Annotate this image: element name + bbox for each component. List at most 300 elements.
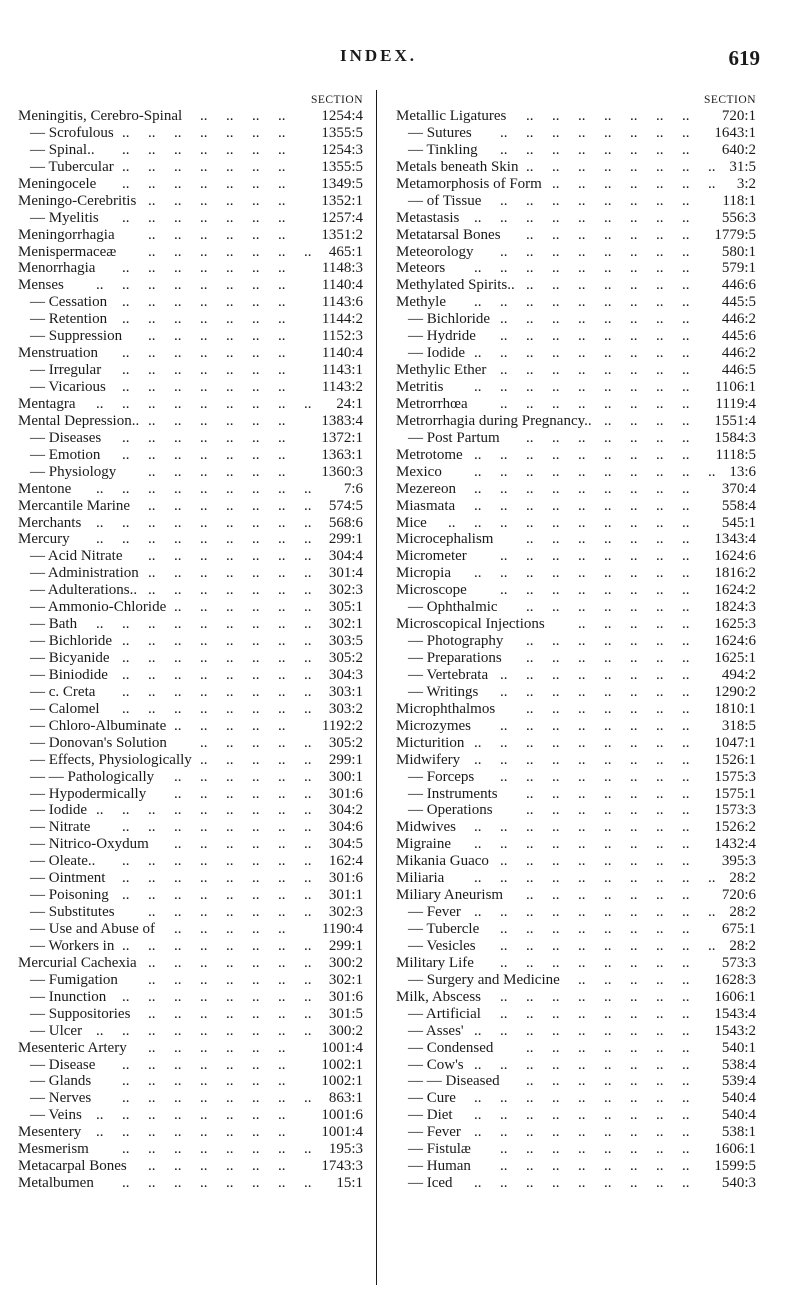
section-reference: 539:4 <box>721 1073 756 1090</box>
section-reference: 1118:5 <box>715 446 756 463</box>
page-title: INDEX. <box>340 46 418 65</box>
index-entry <box>396 667 756 684</box>
index-entry <box>18 125 363 142</box>
index-entry <box>396 633 756 650</box>
dot-leader: .. .. .. .. .. .. .. .. <box>500 666 690 683</box>
index-entry <box>18 159 363 176</box>
index-term: Miliaria <box>396 870 445 887</box>
dot-leader: .. .. .. .. .. .. .. .. .. <box>474 1175 690 1192</box>
dot-leader: .. .. .. .. .. .. .. .. <box>500 362 690 379</box>
section-reference: 1372:1 <box>321 429 363 446</box>
section-reference: 303:5 <box>328 633 363 650</box>
index-term: — Effects, Physiologically <box>30 751 192 768</box>
index-entry <box>396 260 756 277</box>
dot-leader: .. .. .. .. .. .. <box>174 599 312 616</box>
index-term: Micropia <box>396 565 451 582</box>
index-entry <box>18 1073 363 1090</box>
index-term: — Vertebrata <box>408 666 489 683</box>
section-reference: 580:1 <box>721 243 756 260</box>
index-term: Mesmerism <box>18 1141 89 1158</box>
dot-leader: .. .. .. .. .. .. .. <box>526 802 690 819</box>
section-reference: 1625:3 <box>714 616 756 633</box>
section-reference: 1543:2 <box>714 1022 756 1039</box>
section-reference: 1606:1 <box>714 1141 756 1158</box>
section-reference: 300:2 <box>328 954 363 971</box>
index-term: — Myelitis <box>30 209 99 226</box>
dot-leader: .. .. .. .. .. .. .. .. .. <box>500 937 716 954</box>
index-entry <box>18 413 363 430</box>
dot-leader: .. .. .. .. .. .. .. .. <box>122 988 312 1005</box>
index-term: Metamorphosis of Form <box>396 175 542 192</box>
section-reference: 300:2 <box>328 1022 363 1039</box>
dot-leader: .. .. .. .. .. <box>200 734 312 751</box>
index-term: — Tubercular <box>30 158 114 175</box>
section-reference: 1606:1 <box>714 988 756 1005</box>
dot-leader: .. .. .. .. .. .. <box>174 768 312 785</box>
index-term: Metalbumen <box>18 1175 94 1192</box>
index-entry <box>18 1107 363 1124</box>
index-term: — Bath <box>30 616 78 633</box>
index-term: — Iced <box>408 1175 453 1192</box>
index-term: — Donovan's Solution <box>30 734 167 751</box>
index-entry <box>396 802 756 819</box>
index-term: — Bichloride <box>30 633 113 650</box>
index-term: Meningo-Cerebritis <box>18 192 137 209</box>
index-entry <box>396 1124 756 1141</box>
index-term: Menses <box>18 277 64 294</box>
index-term: Meningorrhagia <box>18 226 115 243</box>
index-entry <box>18 1057 363 1074</box>
section-reference: 1143:2 <box>321 379 363 395</box>
section-reference: 304:2 <box>328 802 363 819</box>
section-reference: 1625:1 <box>714 650 756 666</box>
index-entry <box>396 447 756 464</box>
dot-leader: .. .. .. .. .. .. .. <box>148 582 312 599</box>
index-entry <box>18 684 363 701</box>
index-term: Mexico <box>396 463 442 480</box>
index-term: — Fumigation <box>30 971 118 988</box>
index-term: Meteors <box>396 260 446 277</box>
section-column-header: SECTION <box>703 94 756 106</box>
index-entry <box>18 1175 363 1192</box>
section-reference: 540:1 <box>721 1039 756 1056</box>
section-reference: 299:1 <box>328 531 363 548</box>
dot-leader: .. .. .. .. .. .. .. .. .. <box>474 446 690 463</box>
section-reference: 1643:1 <box>714 124 756 141</box>
dot-leader: .. .. .. .. .. .. .. <box>148 243 312 260</box>
dot-leader: .. .. .. .. .. .. .. .. <box>500 1158 690 1175</box>
index-term: — Use and Abuse of <box>30 921 155 937</box>
dot-leader: .. .. .. .. .. .. .. .. .. <box>474 260 690 277</box>
index-entry <box>396 108 756 125</box>
section-reference: 1106:1 <box>714 379 756 395</box>
dot-leader: .. .. .. .. .. <box>578 616 690 633</box>
section-reference: 1002:1 <box>321 1056 363 1073</box>
index-term: Metastasis <box>396 209 460 226</box>
index-entry <box>18 1090 363 1107</box>
index-term: Midwifery <box>396 751 461 768</box>
index-entry <box>18 870 363 887</box>
index-entries <box>396 108 756 1192</box>
index-term: — Oleate.. <box>30 853 96 870</box>
index-entry <box>396 159 756 176</box>
index-entry <box>396 1175 756 1192</box>
section-reference: 302:1 <box>328 971 363 988</box>
section-reference: 1047:1 <box>714 734 756 751</box>
index-term: — — Pathologically <box>30 768 155 785</box>
index-entry <box>396 294 756 311</box>
index-entry <box>18 142 363 159</box>
index-term: Methylic Ether <box>396 362 487 379</box>
dot-leader: .. .. .. .. .. .. .. .. .. <box>474 734 690 751</box>
dot-leader: .. .. .. .. .. <box>578 971 690 988</box>
section-reference: 305:2 <box>328 650 363 666</box>
dot-leader: .. .. .. .. .. .. .. <box>526 633 690 650</box>
index-entry <box>18 921 363 938</box>
index-term: Mice <box>396 514 427 531</box>
section-reference: 300:1 <box>328 768 363 785</box>
index-entry <box>396 379 756 396</box>
index-term: — Tinkling <box>408 141 478 158</box>
index-entry <box>18 515 363 532</box>
dot-leader: .. .. .. .. .. .. .. <box>122 311 286 328</box>
index-entry <box>18 362 363 379</box>
index-entry <box>396 1073 756 1090</box>
index-term: — Suppositories <box>30 1005 131 1022</box>
index-term: Menstruation <box>18 345 98 362</box>
section-reference: 540:4 <box>721 1107 756 1124</box>
section-reference: 302:1 <box>328 616 363 633</box>
dot-leader: .. .. .. .. .. .. .. .. <box>122 1175 312 1192</box>
index-term: — Diet <box>408 1107 453 1124</box>
index-entry <box>18 769 363 786</box>
section-reference: 558:4 <box>721 497 756 514</box>
section-reference: 1824:3 <box>714 599 756 616</box>
section-reference: 1343:4 <box>714 531 756 548</box>
dot-leader: .. .. .. .. .. .. .. .. <box>122 1141 312 1158</box>
section-reference: 1152:3 <box>321 328 363 345</box>
dot-leader: .. .. .. .. .. .. .. .. <box>122 683 312 700</box>
index-term: — Fever <box>408 904 461 921</box>
dot-leader: .. .. .. .. .. .. .. <box>122 209 286 226</box>
index-entry <box>18 836 363 853</box>
index-term: Methylated Spirits.. <box>396 277 515 294</box>
index-entry <box>396 887 756 904</box>
section-reference: 1575:3 <box>714 768 756 785</box>
index-entry <box>18 667 363 684</box>
dot-leader: .. .. .. .. .. .. .. <box>526 887 690 904</box>
index-term: — Retention <box>30 311 108 328</box>
dot-leader: .. .. .. .. .. .. .. .. .. <box>474 345 690 362</box>
index-term: — Spinal.. <box>30 141 95 158</box>
index-entry <box>18 193 363 210</box>
section-reference: 305:1 <box>328 599 363 616</box>
index-entry <box>396 328 756 345</box>
index-entry <box>396 769 756 786</box>
index-term: — Diseases <box>30 429 102 446</box>
index-entry <box>18 379 363 396</box>
dot-leader: .. .. .. .. .. .. .. .. <box>500 921 690 937</box>
index-term: Micrometer <box>396 548 467 565</box>
section-reference: 568:6 <box>328 514 363 531</box>
dot-leader: .. .. .. .. .. .. .. <box>526 277 690 294</box>
index-entry <box>18 718 363 735</box>
section-reference: 1148:3 <box>321 260 363 277</box>
dot-leader: .. .. .. .. .. .. .. .. .. .. <box>474 463 716 480</box>
index-term: Mercantile Marine <box>18 497 131 514</box>
dot-leader: .. .. .. .. .. .. .. .. <box>500 954 690 971</box>
section-reference: 28:2 <box>729 937 756 954</box>
index-term: Metacarpal Bones <box>18 1158 127 1175</box>
index-term: Mental Depression.. <box>18 412 140 429</box>
dot-leader: .. .. .. .. .. .. .. <box>148 954 312 971</box>
index-term: Mercurial Cachexia <box>18 954 137 971</box>
index-entry <box>396 1090 756 1107</box>
index-term: — of Tissue <box>408 192 482 209</box>
section-reference: 445:5 <box>721 294 756 311</box>
index-entry <box>396 972 756 989</box>
dot-leader: .. .. .. .. .. .. .. <box>122 1056 286 1073</box>
section-reference: 574:5 <box>328 497 363 514</box>
index-entry <box>396 921 756 938</box>
index-term: — Cow's <box>408 1056 464 1073</box>
index-term: — Inunction <box>30 988 107 1005</box>
dot-leader: .. .. .. .. .. .. .. .. <box>122 700 312 717</box>
dot-leader: .. .. .. .. .. .. .. .. .. <box>474 565 690 582</box>
section-reference: 299:1 <box>328 937 363 954</box>
dot-leader: .. .. .. .. .. .. .. <box>526 785 690 802</box>
section-reference: 118:1 <box>722 192 756 209</box>
dot-leader: .. .. .. .. .. .. .. <box>526 599 690 616</box>
index-entry <box>18 853 363 870</box>
index-term: Metrorrhœa <box>396 395 468 412</box>
index-term: — Calomel <box>30 700 100 717</box>
index-term: Miliary Aneurism <box>396 887 504 904</box>
index-entry <box>18 176 363 193</box>
index-term: Meningitis, Cerebro-Spinal <box>18 108 183 124</box>
index-term: Methyle <box>396 294 446 311</box>
section-reference: 304:6 <box>328 819 363 836</box>
index-entry <box>18 1023 363 1040</box>
dot-leader: .. .. .. .. .. .. .. .. <box>122 633 312 650</box>
index-entry <box>396 1057 756 1074</box>
index-term: — Human <box>408 1158 471 1175</box>
section-reference: 1543:4 <box>714 1005 756 1022</box>
index-term: Mesenteric Artery <box>18 1039 127 1056</box>
index-term: — Writings <box>408 683 479 700</box>
index-term: — Hydride <box>408 328 476 345</box>
dot-leader: .. .. .. .. .. .. .. <box>148 497 312 514</box>
dot-leader: .. .. .. .. .. .. <box>148 226 286 243</box>
index-entry <box>396 413 756 430</box>
index-term: Merchants <box>18 514 82 531</box>
dot-leader: .. .. .. .. .. .. .. <box>122 294 286 311</box>
index-term: — — Diseased <box>408 1073 500 1090</box>
index-entry <box>396 481 756 498</box>
section-reference: 162:4 <box>328 853 363 870</box>
index-term: — Adulterations.. <box>30 582 138 599</box>
index-entry <box>18 599 363 616</box>
index-entry <box>396 870 756 887</box>
dot-leader: .. .. .. .. .. .. .. .. .. <box>474 819 690 836</box>
dot-leader: .. .. .. .. .. .. <box>148 328 286 345</box>
section-reference: 1816:2 <box>714 565 756 582</box>
section-reference: 1355:5 <box>321 124 363 141</box>
index-entry <box>18 498 363 515</box>
dot-leader: .. .. .. .. .. .. .. .. <box>500 243 690 260</box>
index-term: Menispermaceæ <box>18 243 117 260</box>
dot-leader: .. .. .. .. .. <box>174 717 286 734</box>
index-term: — Glands <box>30 1073 92 1090</box>
section-reference: 1810:1 <box>714 700 756 717</box>
dot-leader: .. .. .. .. .. .. .. .. .. <box>96 395 312 412</box>
index-term: Mentagra <box>18 395 76 412</box>
dot-leader: .. .. .. .. .. .. .. .. <box>500 988 690 1005</box>
section-reference: 1119:4 <box>715 395 756 412</box>
section-reference: 1352:1 <box>321 192 363 209</box>
section-reference: 1584:3 <box>714 429 756 446</box>
section-reference: 15:1 <box>336 1175 363 1192</box>
dot-leader: .. .. .. .. .. .. .. .. <box>500 853 690 870</box>
section-reference: 556:3 <box>721 209 756 226</box>
index-term: — c. Creta <box>30 683 96 700</box>
index-entry <box>18 1040 363 1057</box>
index-entry <box>18 244 363 261</box>
section-reference: 720:6 <box>721 887 756 904</box>
index-term: Menorrhagia <box>18 260 96 277</box>
section-reference: 446:2 <box>721 345 756 362</box>
section-reference: 675:1 <box>721 921 756 937</box>
index-term: — Surgery and Medicine <box>408 971 560 988</box>
dot-leader: .. .. .. .. .. .. .. <box>526 226 690 243</box>
dot-leader: .. .. .. .. .. <box>174 921 286 937</box>
index-entry <box>396 142 756 159</box>
index-entry <box>18 1158 363 1175</box>
index-column-left <box>18 94 363 1192</box>
dot-leader: .. .. .. .. .. .. .. .. <box>500 768 690 785</box>
dot-leader: .. .. .. .. .. .. .. <box>526 1073 690 1090</box>
section-reference: 545:1 <box>721 514 756 531</box>
dot-leader: .. .. .. .. .. .. .. .. <box>500 328 690 345</box>
index-entry <box>396 1158 756 1175</box>
dot-leader: .. .. .. .. .. .. .. .. <box>500 395 690 412</box>
section-reference: 1383:4 <box>321 412 363 429</box>
page-number: 619 <box>728 46 760 70</box>
section-reference: 1140:4 <box>321 345 363 362</box>
index-entry <box>18 786 363 803</box>
dot-leader: .. .. .. .. .. .. .. .. .. <box>474 294 690 311</box>
section-reference: 302:3 <box>328 904 363 921</box>
dot-leader: .. .. .. .. .. .. .. <box>526 531 690 548</box>
index-entry <box>18 972 363 989</box>
index-term: — Physiology <box>30 463 117 480</box>
index-entry <box>18 260 363 277</box>
dot-leader: .. .. .. .. .. .. .. <box>148 548 312 565</box>
dot-leader: .. .. .. .. .. .. .. .. .. .. <box>448 514 690 531</box>
section-reference: 1001:4 <box>321 1039 363 1056</box>
index-entry <box>396 955 756 972</box>
index-entry <box>18 294 363 311</box>
index-term: — Nitrico-Oxydum <box>30 836 149 853</box>
index-term: Metallic Ligatures <box>396 108 507 124</box>
index-term: — Chloro-Albuminate <box>30 717 167 734</box>
index-term: — Vesicles <box>408 937 476 954</box>
index-term: — Preparations <box>408 650 502 666</box>
index-entry <box>396 362 756 379</box>
index-entry <box>18 227 363 244</box>
dot-leader: .. .. .. .. .. .. .. <box>526 1039 690 1056</box>
index-term: — Fever <box>408 1124 461 1141</box>
dot-leader: .. .. .. .. .. .. .. .. .. <box>96 1022 312 1039</box>
dot-leader: .. .. .. .. <box>604 412 690 429</box>
index-entry <box>396 548 756 565</box>
dot-leader: .. .. .. .. .. .. .. .. .. <box>96 514 312 531</box>
dot-leader: .. .. .. .. .. .. .. .. <box>500 582 690 599</box>
dot-leader: .. .. .. .. .. .. .. .. .. <box>96 531 312 548</box>
index-entry <box>18 311 363 328</box>
section-reference: 28:2 <box>729 870 756 887</box>
index-entry <box>18 1006 363 1023</box>
index-entry <box>18 430 363 447</box>
index-entry <box>18 582 363 599</box>
section-reference: 1573:3 <box>714 802 756 819</box>
index-entry <box>396 989 756 1006</box>
dot-leader: .. .. .. .. .. .. .. .. .. <box>474 1056 690 1073</box>
index-entry <box>396 1107 756 1124</box>
dot-leader: .. .. .. .. .. .. .. .. .. <box>474 1107 690 1124</box>
section-reference: 1355:5 <box>321 158 363 175</box>
index-entry <box>396 938 756 955</box>
section-reference: 31:5 <box>729 158 756 175</box>
index-entry <box>396 853 756 870</box>
section-reference: 1143:1 <box>321 362 363 379</box>
dot-leader: .. .. .. .. .. .. .. .. <box>96 1124 286 1141</box>
index-entry <box>396 531 756 548</box>
index-entry <box>396 752 756 769</box>
index-term: Microphthalmos <box>396 700 496 717</box>
index-term: — Acid Nitrate <box>30 548 123 565</box>
dot-leader: .. .. .. .. .. .. .. <box>148 1005 312 1022</box>
section-reference: 195:3 <box>328 1141 363 1158</box>
index-term: — Workers in <box>30 937 115 954</box>
index-entry <box>18 938 363 955</box>
index-term: — Ointment <box>30 870 106 887</box>
index-term: — Cessation <box>30 294 108 311</box>
index-entry <box>18 345 363 362</box>
running-head <box>0 46 800 76</box>
index-term: — Poisoning <box>30 887 109 904</box>
index-term: — Operations <box>408 802 493 819</box>
dot-leader: .. .. .. .. .. .. .. <box>526 429 690 446</box>
index-term: — Ophthalmic <box>408 599 498 616</box>
index-term: — Disease <box>30 1056 96 1073</box>
dot-leader: .. .. .. .. .. .. .. <box>122 362 286 379</box>
section-reference: 1526:2 <box>714 819 756 836</box>
index-entry <box>396 1040 756 1057</box>
dot-leader: .. .. .. .. .. .. .. <box>526 650 690 666</box>
index-entry <box>396 464 756 481</box>
index-entry <box>396 904 756 921</box>
section-reference: 301:6 <box>328 785 363 802</box>
dot-leader: .. .. .. .. .. .. .. <box>122 429 286 446</box>
section-reference: 304:3 <box>328 666 363 683</box>
section-reference: 494:2 <box>721 666 756 683</box>
dot-leader: .. .. .. .. .. .. .. .. .. <box>96 802 312 819</box>
index-entry <box>396 210 756 227</box>
section-reference: 24:1 <box>336 395 363 412</box>
section-reference: 720:1 <box>721 108 756 124</box>
dot-leader: .. .. .. .. .. .. .. .. .. <box>474 379 690 395</box>
